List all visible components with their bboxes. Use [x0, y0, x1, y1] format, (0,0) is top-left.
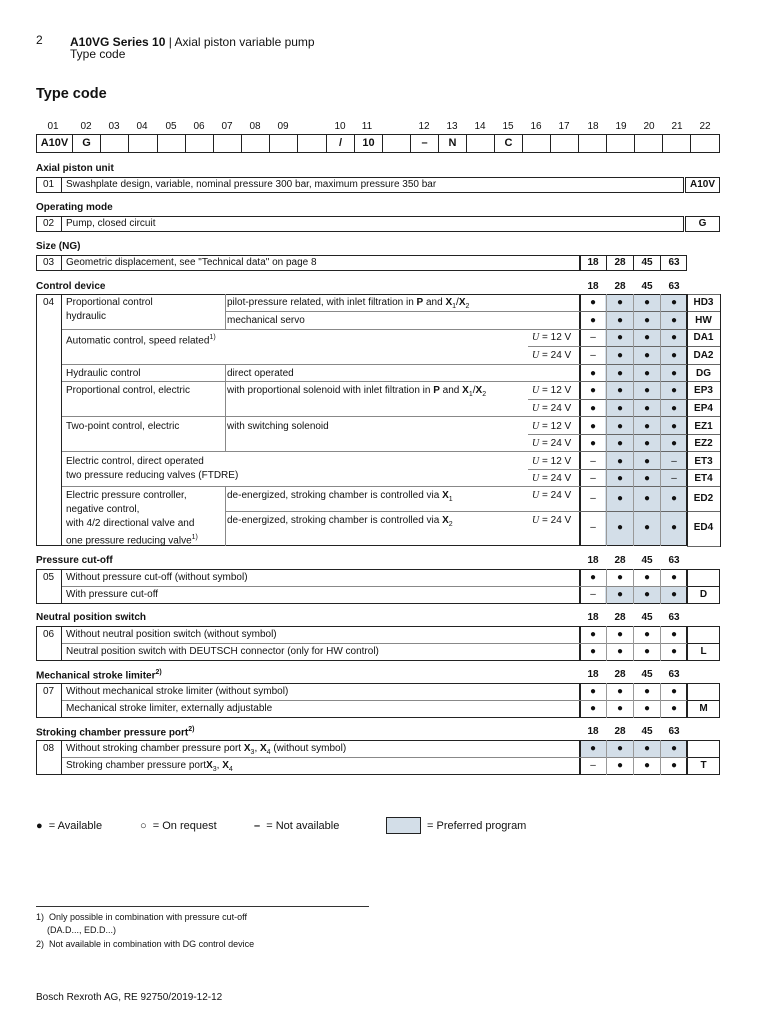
- size-header-45: 45: [641, 555, 653, 566]
- code-box-4: [128, 134, 158, 153]
- position-number-18: 18: [587, 121, 599, 132]
- availability-mark: ●: [643, 456, 651, 467]
- prop-hyd-1: Proportional control: [66, 297, 153, 308]
- position-number-05: 05: [165, 121, 177, 132]
- option-num-msl: 07: [43, 686, 55, 697]
- size-header-18: 18: [587, 726, 599, 737]
- epc-1: Electric pressure controller,: [66, 490, 187, 501]
- availability-mark: ●: [670, 332, 678, 343]
- availability-mark: ●: [643, 297, 651, 308]
- availability-mark: ●: [589, 743, 597, 754]
- product-name: | Axial piston variable pump: [165, 35, 315, 49]
- size-header-63: 63: [668, 669, 680, 680]
- availability-mark: ●: [670, 297, 678, 308]
- option-num-pco: 05: [43, 572, 55, 583]
- control-code-ED4: ED4: [693, 522, 714, 533]
- axial-desc: Swashplate design, variable, nominal pressure 300 bar, maximum pressure 350 bar: [66, 179, 437, 190]
- position-number-03: 03: [108, 121, 120, 132]
- position-number-01: 01: [47, 121, 59, 132]
- size-value-18: 18: [587, 257, 599, 268]
- option-row-2: Neutral position switch with DEUTSCH connector (only for HW control): [66, 646, 379, 657]
- availability-mark: ●: [589, 421, 597, 432]
- size-header-28: 28: [614, 555, 626, 566]
- availability-mark: ●: [643, 589, 651, 600]
- option-row-1: Without stroking chamber pressure port $X_3$, $X_4$ (without symbol): [66, 743, 347, 756]
- availability-mark: –: [590, 350, 596, 361]
- position-number-04: 04: [136, 121, 148, 132]
- option-row-2: With pressure cut-off: [66, 589, 159, 600]
- size-num: 03: [43, 257, 55, 268]
- empty-code-box: [687, 683, 720, 701]
- availability-mark: ●: [670, 385, 678, 396]
- axial-num: 01: [43, 179, 55, 190]
- position-number-17: 17: [558, 121, 570, 132]
- code-box-12: 10: [354, 134, 383, 153]
- footnote-2: 2) Not available in combination with DG control device: [36, 939, 255, 949]
- control-code-EZ2: EZ2: [694, 438, 713, 449]
- availability-mark: ●: [589, 438, 597, 449]
- pilot-text: pilot-pressure related, with inlet filtration in P and $X_1/X_2$: [227, 297, 470, 310]
- code-box-8: [241, 134, 270, 153]
- position-number-09: 09: [277, 121, 289, 132]
- position-number-15: 15: [502, 121, 514, 132]
- availability-mark: ●: [643, 522, 651, 533]
- availability-mark: ●: [589, 315, 597, 326]
- legend-on-request: ○ = On request: [140, 820, 217, 832]
- availability-mark: ●: [643, 315, 651, 326]
- availability-mark: ●: [643, 686, 651, 697]
- availability-mark: ●: [643, 368, 651, 379]
- section-subtitle: Type code: [70, 47, 126, 61]
- availability-mark: –: [590, 473, 596, 484]
- option-row-1: Without mechanical stroke limiter (without symbol): [66, 686, 289, 697]
- availability-mark: ●: [616, 456, 624, 467]
- voltage-label: U = 24 V: [532, 515, 572, 526]
- availability-mark: ●: [643, 403, 651, 414]
- code-box-10: [297, 134, 327, 153]
- section-title-axial: Axial piston unit: [36, 163, 114, 174]
- availability-mark: –: [590, 522, 596, 533]
- voltage-label: U = 24 V: [532, 403, 572, 414]
- availability-mark: ●: [589, 403, 597, 414]
- availability-mark: ●: [616, 421, 624, 432]
- availability-mark: ●: [616, 493, 624, 504]
- size-value-63: 63: [668, 257, 680, 268]
- control-code-DA1: DA1: [693, 332, 714, 343]
- voltage-label: U = 24 V: [532, 438, 572, 449]
- voltage-label: U = 24 V: [532, 490, 572, 501]
- availability-mark: ●: [616, 350, 624, 361]
- legend-preferred-swatch: [386, 817, 421, 834]
- legend-not-available: – = Not available: [254, 820, 340, 832]
- option-row-1: Without neutral position switch (without symbol): [66, 629, 277, 640]
- availability-mark: ●: [616, 297, 624, 308]
- position-number-19: 19: [615, 121, 627, 132]
- option-code-scp: T: [687, 757, 720, 775]
- size-header-28: 28: [614, 669, 626, 680]
- availability-mark: ●: [616, 368, 624, 379]
- availability-mark: ●: [670, 703, 678, 714]
- size-header-28: 28: [614, 281, 626, 292]
- control-code-HD3: HD3: [693, 297, 714, 308]
- position-number-21: 21: [671, 121, 683, 132]
- code-box-22: [634, 134, 663, 153]
- availability-mark: ●: [643, 646, 651, 657]
- option-code-pco: D: [687, 586, 720, 604]
- epc-3: with 4/2 directional valve and: [66, 518, 195, 529]
- size-header-18: 18: [587, 612, 599, 623]
- availability-mark: ●: [670, 315, 678, 326]
- availability-mark: ●: [643, 743, 651, 754]
- size-header-18: 18: [587, 669, 599, 680]
- voltage-label: U = 12 V: [532, 421, 572, 432]
- two-point: Two-point control, electric: [66, 421, 180, 432]
- size-value-28: 28: [614, 257, 626, 268]
- size-header-18: 18: [587, 281, 599, 292]
- availability-mark: ●: [670, 368, 678, 379]
- size-header-63: 63: [668, 726, 680, 737]
- series-name: A10VG Series 10: [70, 35, 166, 49]
- code-box-16: [466, 134, 495, 153]
- section-title-pressure-cutoff: Pressure cut-off: [36, 555, 113, 566]
- size-value-45: 45: [641, 257, 653, 268]
- control-code-DG: DG: [696, 368, 711, 379]
- availability-mark: –: [590, 760, 596, 771]
- position-number-06: 06: [193, 121, 205, 132]
- legend-preferred: = Preferred program: [427, 820, 527, 832]
- code-box-20: [578, 134, 607, 153]
- deen2: de-energized, stroking chamber is controlled via $X_2$: [227, 515, 453, 528]
- position-number-20: 20: [643, 121, 655, 132]
- availability-mark: ●: [616, 522, 624, 533]
- availability-mark: ●: [616, 403, 624, 414]
- footnote-1b: (DA.D..., ED.D...): [47, 925, 117, 935]
- availability-mark: –: [590, 332, 596, 343]
- availability-mark: –: [590, 589, 596, 600]
- code-box-9: [269, 134, 298, 153]
- availability-mark: ●: [616, 760, 624, 771]
- option-num-scp: 08: [43, 743, 55, 754]
- code-box-18: [522, 134, 551, 153]
- section-title-size: Size (NG): [36, 241, 81, 252]
- code-box-3: [100, 134, 129, 153]
- code-box-24: [690, 134, 720, 153]
- availability-mark: ●: [616, 703, 624, 714]
- voltage-label: U = 24 V: [532, 350, 572, 361]
- code-box-23: [662, 134, 691, 153]
- code-box-7: [213, 134, 242, 153]
- size-header-63: 63: [668, 555, 680, 566]
- option-code-msl: M: [687, 700, 720, 718]
- availability-mark: ●: [643, 473, 651, 484]
- availability-mark: ●: [643, 760, 651, 771]
- availability-mark: ●: [616, 332, 624, 343]
- voltage-label: U = 24 V: [532, 473, 572, 484]
- position-number-11: 11: [361, 121, 373, 132]
- code-box-14: –: [410, 134, 439, 153]
- availability-mark: ●: [589, 297, 597, 308]
- control-code-EP4: EP4: [694, 403, 713, 414]
- availability-mark: ●: [643, 421, 651, 432]
- availability-mark: ●: [670, 629, 678, 640]
- availability-mark: ●: [670, 743, 678, 754]
- availability-mark: ●: [616, 646, 624, 657]
- availability-mark: ●: [643, 332, 651, 343]
- footnote-1: 1) Only possible in combination with pressure cut-off: [36, 912, 247, 922]
- availability-mark: ●: [670, 760, 678, 771]
- position-number-22: 22: [699, 121, 711, 132]
- availability-mark: ●: [616, 686, 624, 697]
- position-number-08: 08: [249, 121, 261, 132]
- position-number-13: 13: [446, 121, 458, 132]
- footer: Bosch Rexroth AG, RE 92750/2019-12-12: [36, 992, 223, 1003]
- availability-mark: ●: [616, 629, 624, 640]
- option-row-2: Mechanical stroke limiter, externally adjustable: [66, 703, 273, 714]
- option-code-nps: L: [687, 643, 720, 661]
- section-title-neutral-switch: Neutral position switch: [36, 612, 147, 623]
- legend-available: ● = Available: [36, 820, 103, 832]
- availability-mark: ●: [616, 589, 624, 600]
- size-header-28: 28: [614, 612, 626, 623]
- opmode-code: G: [685, 216, 720, 232]
- size-header-45: 45: [641, 612, 653, 623]
- el-direct-2: two pressure reducing valves (FTDRE): [66, 470, 239, 481]
- code-box-15: N: [438, 134, 467, 153]
- availability-mark: ●: [589, 646, 597, 657]
- availability-mark: ●: [670, 589, 678, 600]
- availability-mark: ●: [643, 385, 651, 396]
- voltage-label: U = 12 V: [532, 332, 572, 343]
- availability-mark: ●: [643, 350, 651, 361]
- control-code-EP3: EP3: [694, 385, 713, 396]
- axial-code: A10V: [685, 177, 720, 193]
- availability-mark: ●: [643, 438, 651, 449]
- availability-mark: ●: [670, 522, 678, 533]
- code-box-2: G: [72, 134, 101, 153]
- availability-mark: –: [590, 456, 596, 467]
- availability-mark: ●: [589, 703, 597, 714]
- option-row-1: Without pressure cut-off (without symbol): [66, 572, 248, 583]
- deen1: de-energized, stroking chamber is controlled via $X_1$: [227, 490, 453, 503]
- availability-mark: ●: [670, 421, 678, 432]
- section-title-control: Control device: [36, 281, 106, 292]
- code-box-5: [157, 134, 186, 153]
- section-title-stroke-limiter: Mechanical stroke limiter$^{2)}$: [36, 669, 162, 682]
- availability-mark: ●: [616, 438, 624, 449]
- availability-mark: ●: [616, 572, 624, 583]
- auto-ctrl: Automatic control, speed related$^{1)}$: [66, 334, 216, 347]
- position-number-07: 07: [221, 121, 233, 132]
- position-number-16: 16: [530, 121, 542, 132]
- size-header-63: 63: [668, 612, 680, 623]
- size-header-45: 45: [641, 669, 653, 680]
- control-code-ET4: ET4: [694, 473, 713, 484]
- empty-code-box: [687, 569, 720, 587]
- availability-mark: ●: [670, 493, 678, 504]
- size-header-45: 45: [641, 726, 653, 737]
- control-code-ED2: ED2: [693, 493, 714, 504]
- code-box-6: [185, 134, 214, 153]
- size-desc: Geometric displacement, see "Technical data" on page 8: [66, 257, 317, 268]
- el-direct-1: Electric control, direct operated: [66, 456, 204, 467]
- availability-mark: ●: [643, 703, 651, 714]
- control-code-DA2: DA2: [693, 350, 714, 361]
- code-box-13: [382, 134, 411, 153]
- prop-hyd-2: hydraulic: [66, 311, 107, 322]
- availability-mark: ●: [589, 385, 597, 396]
- opmode-num: 02: [43, 218, 55, 229]
- availability-mark: ●: [643, 493, 651, 504]
- page-title: Type code: [36, 86, 107, 102]
- code-box-17: C: [494, 134, 523, 153]
- availability-mark: ●: [670, 438, 678, 449]
- page-number: 2: [36, 33, 43, 47]
- code-box-11: /: [326, 134, 355, 153]
- availability-mark: ●: [616, 385, 624, 396]
- availability-mark: ●: [670, 646, 678, 657]
- availability-mark: ●: [670, 403, 678, 414]
- code-box-19: [550, 134, 579, 153]
- section-title-stroking-port: Stroking chamber pressure port$^{2)}$: [36, 726, 195, 739]
- control-code-HW: HW: [695, 315, 712, 326]
- availability-mark: ●: [643, 572, 651, 583]
- position-number-10: 10: [334, 121, 346, 132]
- opmode-desc: Pump, closed circuit: [66, 218, 156, 229]
- empty-code-box: [687, 626, 720, 644]
- size-header-18: 18: [587, 555, 599, 566]
- availability-mark: ●: [589, 629, 597, 640]
- option-num-nps: 06: [43, 629, 55, 640]
- availability-mark: ●: [616, 743, 624, 754]
- availability-mark: ●: [589, 368, 597, 379]
- control-code-ET3: ET3: [694, 456, 713, 467]
- availability-mark: ●: [643, 629, 651, 640]
- availability-mark: –: [671, 473, 677, 484]
- empty-code-box: [687, 740, 720, 758]
- hyd-ctrl: Hydraulic control: [66, 368, 141, 379]
- availability-mark: ●: [670, 572, 678, 583]
- epc-4: one pressure reducing valve$^{1)}$: [66, 534, 198, 547]
- position-number-14: 14: [474, 121, 486, 132]
- code-box-21: [606, 134, 635, 153]
- control-code-EZ1: EZ1: [694, 421, 713, 432]
- size-header-45: 45: [641, 281, 653, 292]
- direct-op: direct operated: [227, 368, 294, 379]
- section-title-opmode: Operating mode: [36, 202, 113, 213]
- availability-mark: ●: [616, 473, 624, 484]
- availability-mark: –: [671, 456, 677, 467]
- availability-mark: –: [590, 493, 596, 504]
- size-header-28: 28: [614, 726, 626, 737]
- with-sol: with proportional solenoid with inlet filtration in P and $X_1/X_2$: [227, 385, 487, 398]
- position-number-12: 12: [418, 121, 430, 132]
- option-row-2: Stroking chamber pressure portX$_3$, $X_4$: [66, 760, 233, 773]
- voltage-label: U = 12 V: [532, 385, 572, 396]
- control-num: 04: [43, 297, 55, 308]
- availability-mark: ●: [670, 350, 678, 361]
- prop-el: Proportional control, electric: [66, 385, 190, 396]
- size-header-63: 63: [668, 281, 680, 292]
- availability-mark: ●: [670, 686, 678, 697]
- switching: with switching solenoid: [227, 421, 329, 432]
- voltage-label: U = 12 V: [532, 456, 572, 467]
- mech-servo: mechanical servo: [227, 315, 305, 326]
- position-number-02: 02: [80, 121, 92, 132]
- code-box-1: A10V: [36, 134, 73, 153]
- epc-2: negative control,: [66, 504, 140, 515]
- availability-mark: ●: [616, 315, 624, 326]
- availability-mark: ●: [589, 572, 597, 583]
- availability-mark: ●: [589, 686, 597, 697]
